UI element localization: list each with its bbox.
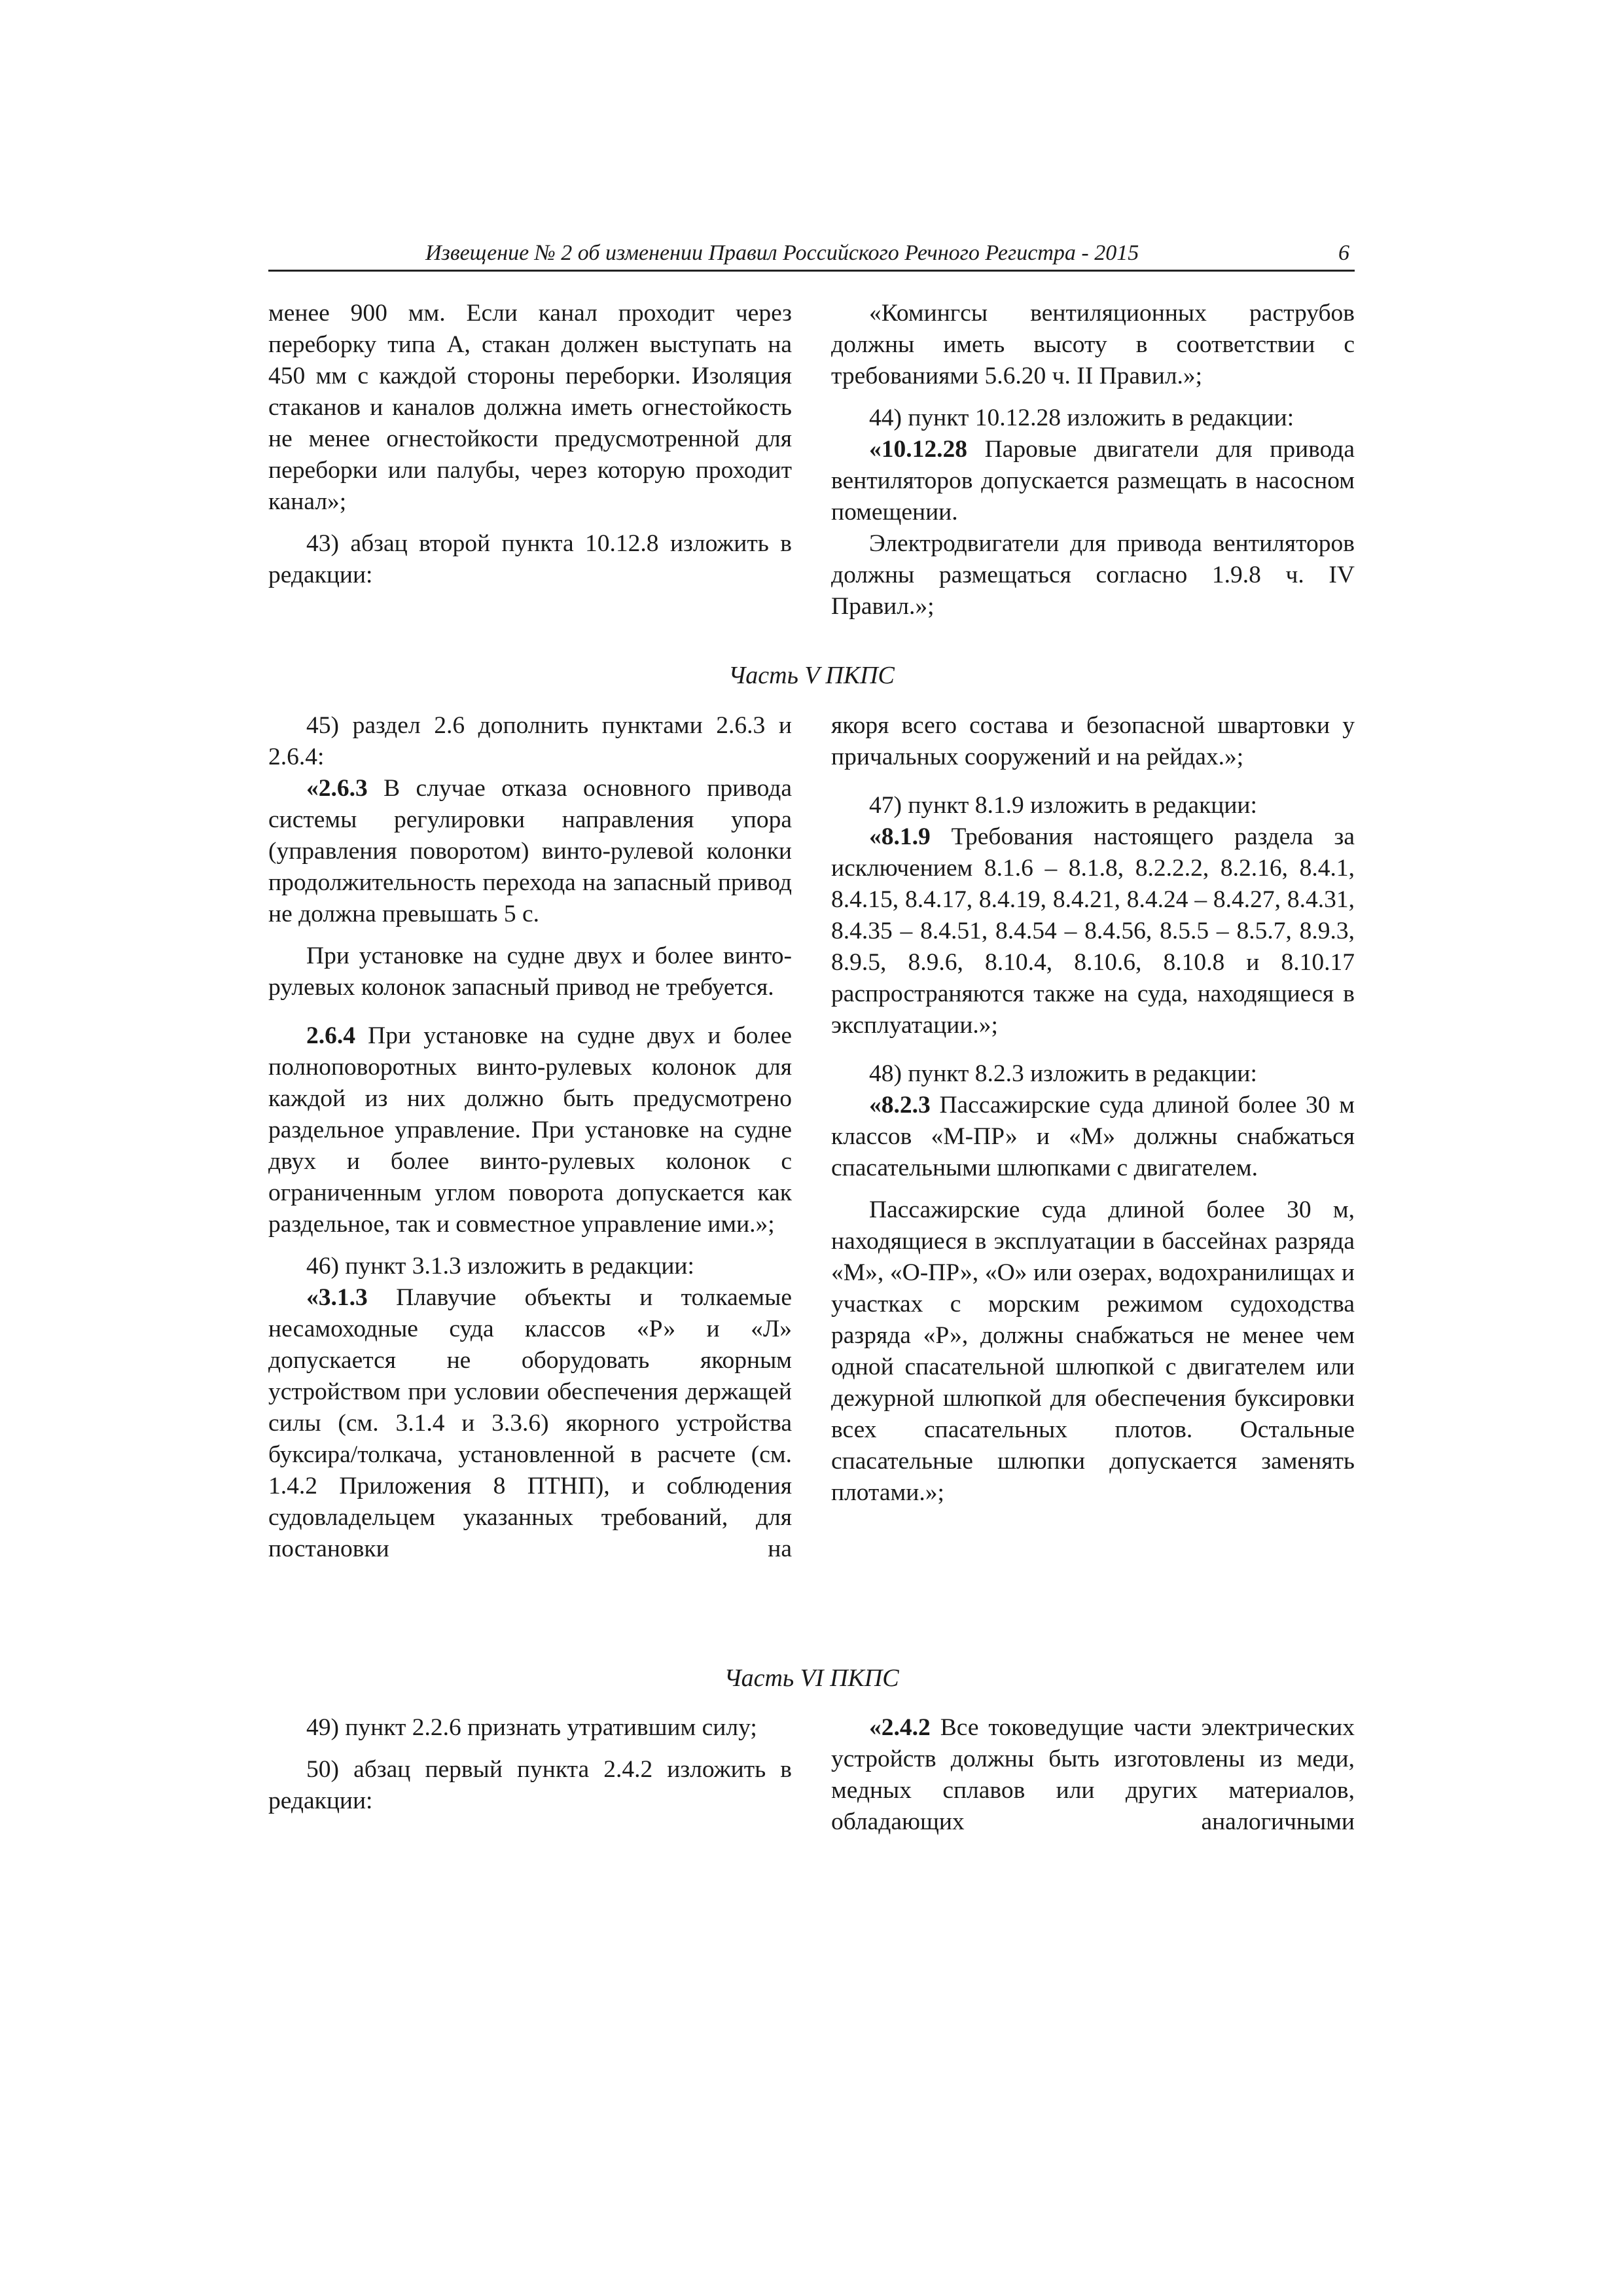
- paragraph: «Комингсы вентиляционных раструбов должны иметь высоту в соответствии с требованиями 5.6.20 ч. II Правил.»;: [831, 300, 1355, 389]
- header-title: Извещение № 2 об изменении Правил Российского Речного Регистра - 2015: [425, 241, 1139, 265]
- page-header: [268, 241, 1355, 272]
- paragraph: 45) раздел 2.6 дополнить пунктами 2.6.3 и 2.6.4:: [268, 712, 792, 770]
- part-v-heading: Часть V ПКПС: [728, 662, 895, 689]
- paragraph: 46) пункт 3.1.3 изложить в редакции:: [306, 1253, 694, 1280]
- section2-left-column: [268, 710, 792, 1575]
- paragraph: 2.6.4 При установке на судне двух и более полноповоротных винто-рулевых колонок для каждой из них должно быть предусмотрено раздельное управление. При установке на судне двух и более винто-рулевых колонок с ограниченным углом поворота допускается как раздельное, так и совместное управление ими.»;: [268, 1022, 792, 1238]
- paragraph: Электродвигатели для привода вентиляторов должны размещаться согласно 1.9.8 ч. IV Правил.»;: [831, 530, 1355, 620]
- clause-number: «10.12.28: [869, 436, 967, 463]
- paragraph: «8.2.3 Пассажирские суда длиной более 30 м классов «М-ПР» и «М» должны снабжаться спасательными шлюпками с двигателем.: [831, 1092, 1355, 1181]
- paragraph: 48) пункт 8.2.3 изложить в редакции:: [869, 1060, 1257, 1087]
- paragraph: «8.1.9 Требования настоящего раздела за исключением 8.1.6 – 8.1.8, 8.2.2.2, 8.2.16, 8.4.1, 8.4.15, 8.4.17, 8.4.19, 8.4.21, 8.4.24 – 8.4.27, 8.4.31, 8.4.35 – 8.4.51, 8.4.54 – 8.4.56, 8.5.5 – 8.5.7, 8.9.3, 8.9.5, 8.9.6, 8.10.4, 8.10.6, 8.10.8 и 8.10.17 распространяются также на суда, находящиеся в эксплуатации.»;: [831, 823, 1355, 1039]
- clause-number: «3.1.3: [306, 1284, 368, 1311]
- paragraph: 50) абзац первый пункта 2.4.2 изложить в редакции:: [268, 1756, 792, 1814]
- clause-number: 2.6.4: [306, 1022, 355, 1049]
- paragraph: 49) пункт 2.2.6 признать утратившим силу;: [306, 1714, 757, 1741]
- clause-number: «8.1.9: [869, 823, 931, 850]
- page-number: 6: [1338, 241, 1349, 265]
- paragraph: 47) пункт 8.1.9 изложить в редакции:: [869, 792, 1257, 819]
- paragraph: якоря всего состава и безопасной швартовки у причальных сооружений и на рейдах.»;: [831, 712, 1355, 770]
- section3-left-column: [268, 1712, 792, 1827]
- paragraph: 43) абзац второй пункта 10.12.8 изложить в редакции:: [268, 530, 792, 588]
- paragraph: «10.12.28 Паровые двигатели для привода вентиляторов допускается размещать в насосном помещении.: [831, 436, 1355, 526]
- clause-number: «2.6.3: [306, 775, 368, 802]
- paragraph: «2.6.3 В случае отказа основного привода системы регулировки направления упора (управления поворотом) винто-рулевой колонки продолжительность перехода на запасный привод не должна превышать 5 с.: [268, 775, 792, 927]
- section1-right-column: [831, 298, 1355, 633]
- paragraph: При установке на судне двух и более винто-рулевых колонок запасный привод не требуется.: [268, 942, 792, 1001]
- paragraph: менее 900 мм. Если канал проходит через переборку типа А, стакан должен выступать на 450 мм с каждой стороны переборки. Изоляция стаканов и каналов должна иметь огнестойкость не менее огнестойкости предусмотренной для переборки или палубы, через которую проходит канал»;: [268, 300, 792, 515]
- section2-right-column: [831, 710, 1355, 1519]
- part-vi-heading: Часть VI ПКПС: [724, 1664, 899, 1692]
- section3-right-column: [831, 1712, 1355, 1848]
- paragraph: «2.4.2 Все токоведущие части электрических устройств должны быть изготовлены из меди, медных сплавов или других материалов, обладающих аналогичными: [831, 1714, 1355, 1835]
- clause-number: «2.4.2: [869, 1714, 931, 1741]
- paragraph: 44) пункт 10.12.28 изложить в редакции:: [869, 404, 1294, 431]
- paragraph: Пассажирские суда длиной более 30 м, находящиеся в эксплуатации в бассейнах разряда «М», «О-ПР», «О» или озерах, водохранилищах и участках с морским режимом судоходства разряда «Р», должны снабжаться не менее чем одной спасательной шлюпкой с двигателем или дежурной шлюпкой для обеспечения буксировки всех спасательных плотов. Остальные спасательные шлюпки допускается заменять плотами.»;: [831, 1196, 1355, 1506]
- paragraph: «3.1.3 Плавучие объекты и толкаемые несамоходные суда классов «Р» и «Л» допускается не оборудовать якорным устройством при условии обеспечения держащей силы (см. 3.1.4 и 3.3.6) якорного устройства буксира/толкача, установленной в расчете (см. 1.4.2 Приложения 8 ПТНП), и соблюдения судовладельцем указанных требований, для постановки на: [268, 1284, 792, 1562]
- clause-number: «8.2.3: [869, 1092, 931, 1119]
- section1-left-column: [268, 298, 792, 601]
